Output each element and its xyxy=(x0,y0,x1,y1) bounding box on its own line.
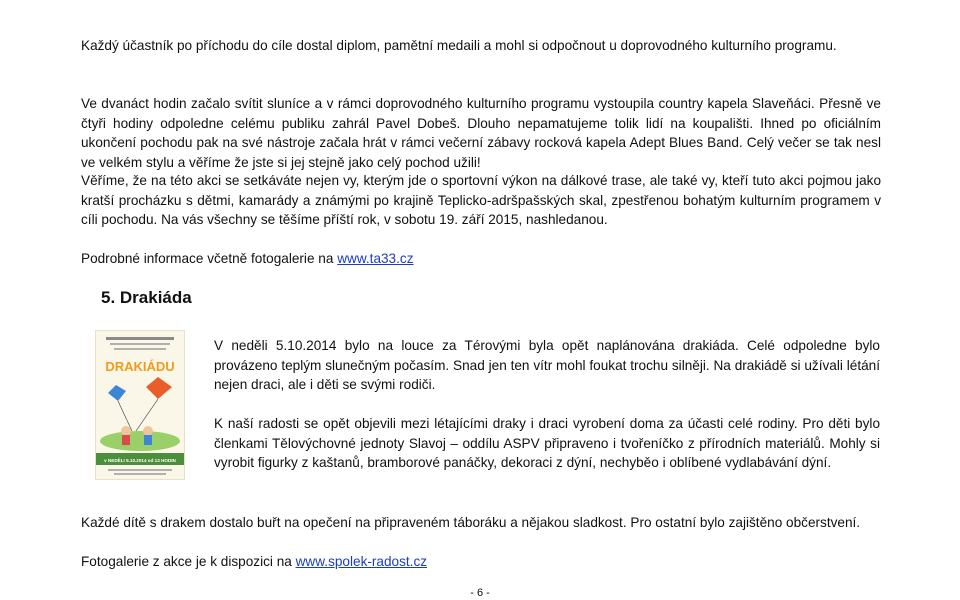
paragraph-drakiada-intro: V neděli 5.10.2014 bylo na louce za Térovými byla opět naplánována drakiáda. Celé odpoledne bylo provázeno teplým slunečným počasím. Snad jen ten vítr mohl foukat trochu silněji. Na drakiádě si užívali létání nejen draci, ale i děti se svými rodiči. xyxy=(214,338,880,392)
paragraph-refreshments: Každé dítě s drakem dostalo buřt na opečení na připraveném táboráku a nějakou sladkost. Pro ostatní bylo zajištěno občerstvení. xyxy=(81,515,861,530)
paragraph-program: Ve dvanáct hodin začalo svítit sluníce a v rámci doprovodného kulturního programu vystoupila country kapela Slaveňáci. Přesně ve čtyři hodiny odpoledne celému publiku zahrál Pavel Dobeš. Dlouho nepamatujeme tolik lidí na koupališti. Ihned po oficiálním ukončení pochodu pak na své nástroje začala hrát v rámci večerní zábavy rocková kapela Adept Blues Band. Celý večer se tak nesl ve velkém stylu a věříme že jste si jej stejně jako celý pochod užili! xyxy=(81,96,881,170)
ta33-link[interactable]: www.ta33.cz xyxy=(337,251,414,266)
page-number: - 6 - xyxy=(470,587,490,599)
section-heading: 5. Drakiáda xyxy=(101,288,192,307)
poster-illustration xyxy=(96,331,184,479)
poster-title: DRAKIÁDU xyxy=(105,359,175,374)
paragraph-gallery-info xyxy=(81,249,881,269)
poster-date: v NEDĚLI 5.10.2014 od 13 HODIN xyxy=(104,458,176,463)
paragraph-invitation: Věříme, že na této akci se setkáváte nejen vy, kterým jde o sportovní výkon na dálkové trase, ale také vy, kteří tuto akci pojmou jako kratší procházku s dětmi, kamarády a známými po krajině Teplicko-adršpašských skal, zpestřenou bohatým kulturním programem v cíli pochodu. Na vás všechny se těšíme příští rok, v sobotu 19. září 2015, nashledanou. xyxy=(81,173,881,227)
paragraph-drakiada-crafts: K naší radosti se opět objevili mezi létajícími draky i draci vyrobení doma za účasti celé rodiny. Pro děti bylo členkami Tělovýchovné jednoty Slavoj – oddílu ASPV připraveno i tvořeníčko z přírodních materiálů. Mohly si vyrobit figurky z kaštanů, bramborové panáčky, dekoraci z dýní, nechyběo i oblíbené vydlabávání dýní. xyxy=(214,416,880,470)
paragraph-photo-gallery xyxy=(81,552,881,572)
paragraph-arrival: Každý účastník po příchodu do cíle dostal diplom, pamětní medaili a mohl si odpočnout u doprovodného kulturního programu. xyxy=(81,38,837,53)
photo-gallery-text: Fotogalerie z akce je k dispozici na xyxy=(81,554,296,569)
spolek-radost-link[interactable]: www.spolek-radost.cz xyxy=(295,554,428,569)
drakiada-poster-image xyxy=(95,330,185,480)
gallery-info-text: Podrobné informace včetně fotogalerie na xyxy=(81,251,338,266)
